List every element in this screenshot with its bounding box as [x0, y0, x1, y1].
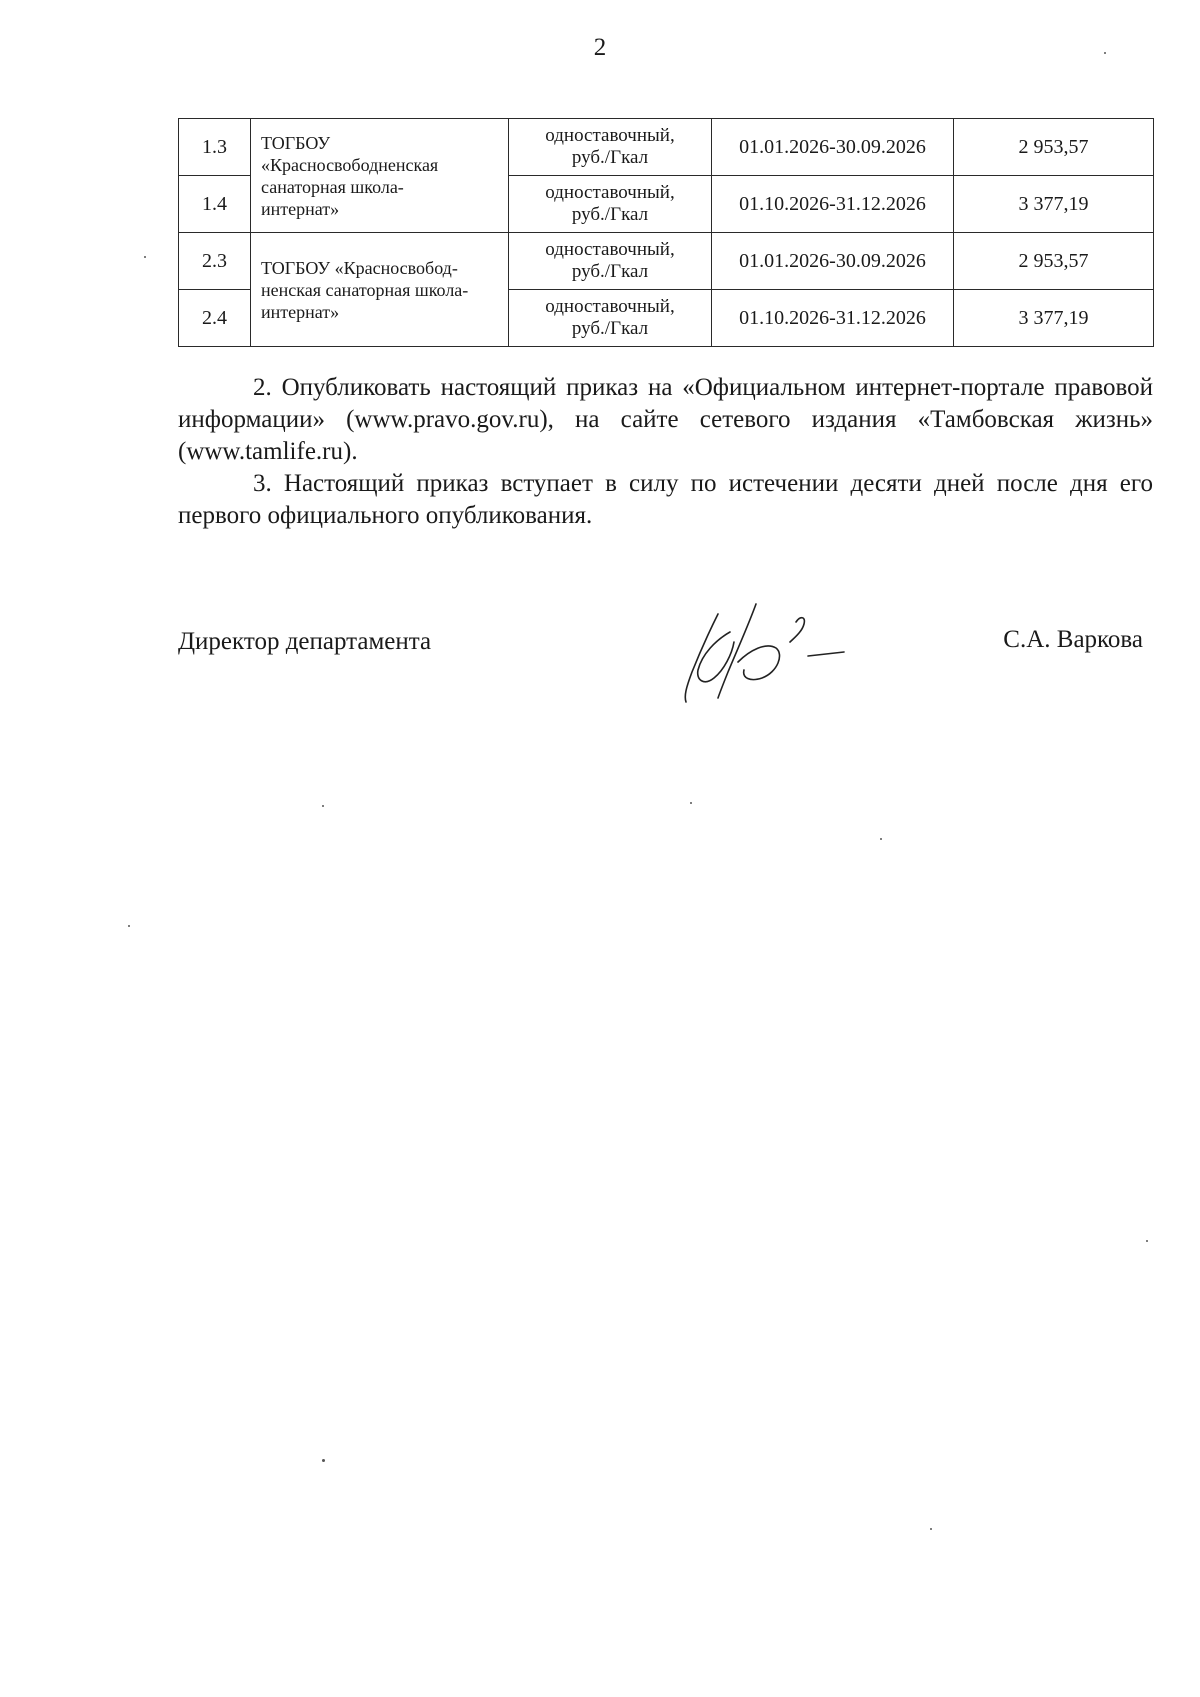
row-number: 1.3: [179, 119, 251, 176]
period-cell: 01.10.2026-31.12.2026: [712, 176, 954, 233]
row-number: 2.3: [179, 233, 251, 290]
period-cell: 01.10.2026-31.12.2026: [712, 290, 954, 347]
page-number: 2: [593, 34, 607, 61]
organization-cell: [251, 233, 509, 347]
rate-type-cell: [509, 290, 712, 347]
handwritten-signature: [658, 592, 858, 712]
rate-type-line: одноставочный,: [545, 182, 675, 203]
table-row: [179, 233, 1154, 290]
rate-type-line: одноставочный,: [545, 125, 675, 146]
rate-type-cell: [509, 119, 712, 176]
organization-cell: [251, 119, 509, 233]
organization-line: санаторная школа-: [261, 176, 404, 197]
period-cell: 01.01.2026-30.09.2026: [712, 233, 954, 290]
tariff-value-cell: 2 953,57: [954, 233, 1154, 290]
signature-block: [178, 628, 1153, 708]
rate-type-cell: [509, 176, 712, 233]
rate-unit-line: руб./Гкал: [571, 204, 649, 225]
tariff-value-cell: 3 377,19: [954, 176, 1154, 233]
organization-line: ненская санаторная школа-: [261, 279, 469, 300]
organization-line: ТОГБОУ: [261, 132, 331, 153]
organization-line: ТОГБОУ «Красносвобод-: [261, 257, 458, 278]
rate-unit-line: руб./Гкал: [571, 147, 649, 168]
period-cell: 01.01.2026-30.09.2026: [712, 119, 954, 176]
signatory-name: С.А. Варкова: [1003, 626, 1143, 653]
rate-type-line: одноставочный,: [545, 296, 675, 317]
organization-line: интернат»: [261, 301, 340, 322]
rate-type-cell: [509, 233, 712, 290]
paragraph-publication: 2. Опубликовать настоящий приказ на «Официальном интернет-портале правовой информации» (www.pravo.gov.ru), на сайте сетевого издания «Тамбовская жизнь» (www.tamlife.ru).: [178, 374, 1153, 465]
row-number: 1.4: [179, 176, 251, 233]
rate-type-line: одноставочный,: [545, 239, 675, 260]
tariff-value-cell: 2 953,57: [954, 119, 1154, 176]
rate-unit-line: руб./Гкал: [571, 318, 649, 339]
organization-line: интернат»: [261, 198, 340, 219]
rate-unit-line: руб./Гкал: [571, 261, 649, 282]
order-paragraphs: [178, 372, 1153, 532]
row-number: 2.4: [179, 290, 251, 347]
tariff-value-cell: 3 377,19: [954, 290, 1154, 347]
table-row: [179, 119, 1154, 176]
tariff-table: [178, 118, 1154, 347]
organization-line: «Красносвободненская: [261, 154, 439, 175]
paragraph-effective-date: 3. Настоящий приказ вступает в силу по истечении десяти дней после дня его первого официального опубликования.: [178, 470, 1153, 529]
signatory-title: Директор департамента: [178, 628, 432, 655]
